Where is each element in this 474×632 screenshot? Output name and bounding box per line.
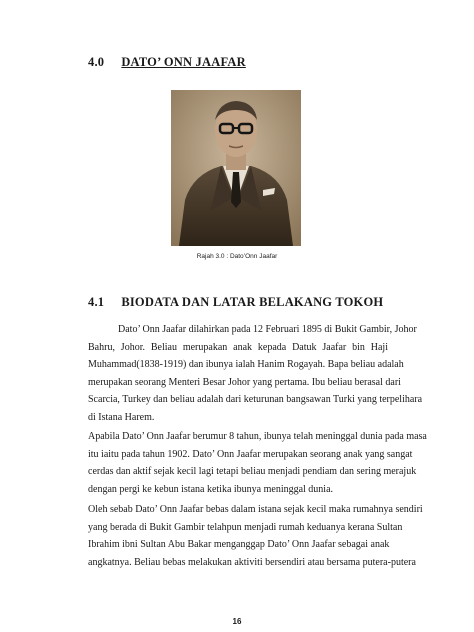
- text-line: Bahru, Johor. Beliau merupakan anak kepada Datuk Jaafar bin Haji: [88, 341, 388, 353]
- section-title: BIODATA DAN LATAR BELAKANG TOKOH: [121, 295, 384, 309]
- section-title: DATO’ ONN JAAFAR: [121, 55, 246, 69]
- text-line: Oleh sebab Dato’ Onn Jaafar bebas dalam istana sejak kecil maka rumahnya sendiri: [88, 504, 423, 515]
- text-line: merupakan seorang Menteri Besar Johor yang pertama. Ibu beliau berasal dari: [88, 376, 401, 388]
- text-line: angkatnya. Beliau bebas melakukan aktiviti bersendiri atau bersama putera-putera: [88, 556, 416, 568]
- section-number: 4.0: [88, 55, 105, 69]
- text-line: yang berada di Bukit Gambir telahpun menjadi rumah keduanya kerana Sultan: [88, 521, 403, 533]
- page-number: 16: [232, 617, 242, 626]
- text-line: dengan pergi ke kebun istana ketika ibunya meninggal dunia.: [88, 483, 334, 495]
- text-line: Ibrahim ibni Sultan Abu Bakar menganggap Dato’ Onn Jaafar sebagai anak: [88, 539, 390, 550]
- section-heading-4-1: [88, 295, 383, 310]
- text-line: cerdas dan aktif sejak kecil lagi tetapi beliau menjadi pendiam dan sering merajuk: [88, 466, 417, 477]
- text-line: itu iaitu pada tahun 1902. Dato’ Onn Jaafar merupakan seorang anak yang sangat: [88, 448, 413, 460]
- text-line: di Istana Harem.: [88, 411, 155, 423]
- figure-caption: Rajah 3.0 : Dato’Onn Jaafar: [196, 253, 278, 260]
- text-line: Muhammad(1838-1919) dan ibunya ialah Hanim Rogayah. Bapa beliau adalah: [88, 359, 404, 370]
- paragraph-childhood: [88, 428, 427, 498]
- text-line: Dato’ Onn Jaafar dilahirkan pada 12 Februari 1895 di Bukit Gambir, Johor: [118, 324, 417, 335]
- paragraph-palace: [88, 501, 423, 571]
- text-line: Apabila Dato’ Onn Jaafar berumur 8 tahun, ibunya telah meninggal dunia pada masa: [88, 431, 427, 442]
- portrait-photo: [171, 90, 301, 246]
- text-line: Scarcia, Turkey dan beliau adalah dari keturunan bangsawan Turki yang terpelihara: [88, 394, 423, 405]
- paragraph-biodata: [88, 321, 423, 426]
- section-heading-4-0: [88, 55, 246, 70]
- section-number: 4.1: [88, 295, 105, 309]
